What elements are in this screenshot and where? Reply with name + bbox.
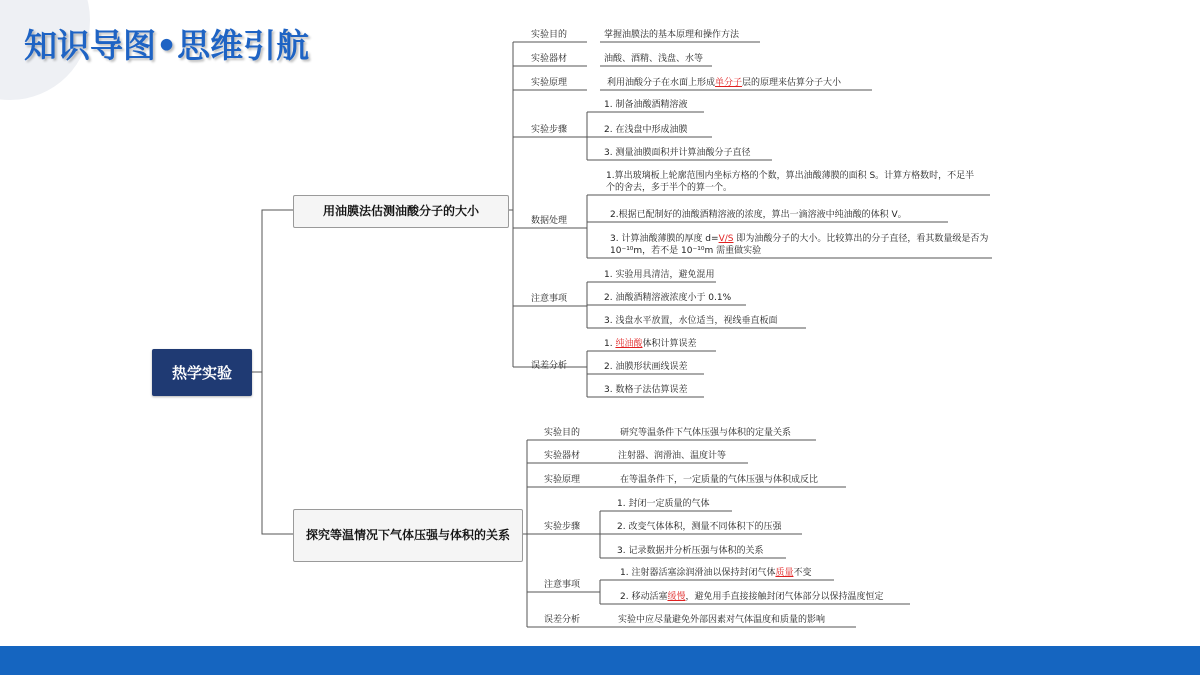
branch-oil-film-experiment: 用油膜法估测油酸分子的大小 xyxy=(293,195,509,228)
b2-principle-label: 实验原理 xyxy=(544,475,581,485)
b1-principle-text: 利用油酸分子在水面上形成单分子层的原理来估算分子大小 xyxy=(607,78,842,88)
slide-title: 知识导图•思维引航 xyxy=(24,26,310,65)
b2-step-2: 2. 改变气体体积，测量不同体积下的压强 xyxy=(617,522,782,532)
b1-error-3: 3. 数格子法估算误差 xyxy=(604,385,688,395)
root-node: 热学实验 xyxy=(152,349,252,396)
b2-note1-highlight: 质量 xyxy=(775,568,794,578)
b2-materials-label: 实验器材 xyxy=(544,451,581,461)
b1-data-item-2: 2.根据已配制好的油酸酒精溶液的浓度，算出一滴溶液中纯油酸的体积 V。 xyxy=(610,210,907,220)
footer-band xyxy=(0,646,1200,675)
b2-note2-highlight: 缓慢 xyxy=(667,592,686,602)
b2-purpose-label: 实验目的 xyxy=(544,428,581,438)
b1-step-1: 1. 制备油酸酒精溶液 xyxy=(604,100,688,110)
b2-errors-label: 误差分析 xyxy=(544,615,581,625)
b1-error-1: 1. 纯油酸体积计算误差 xyxy=(604,339,697,349)
b2-materials-text: 注射器、润滑油、温度计等 xyxy=(618,451,727,461)
b1-materials-text: 油酸、酒精、浅盘、水等 xyxy=(604,54,704,64)
b1-materials-label: 实验器材 xyxy=(531,54,568,64)
b1-principle-highlight: 单分子 xyxy=(715,78,743,88)
b1-principle-label: 实验原理 xyxy=(531,78,568,88)
b1-data-label: 数据处理 xyxy=(531,216,568,226)
b2-note-2: 2. 移动活塞缓慢，避免用手直接接触封闭气体部分以保持温度恒定 xyxy=(620,592,884,602)
b1-purpose-label: 实验目的 xyxy=(531,30,568,40)
b1-note-1: 1. 实验用具清洁，避免混用 xyxy=(604,270,715,280)
b2-principle-text: 在等温条件下，一定质量的气体压强与体积成反比 xyxy=(620,475,819,485)
b1-error-2: 2. 油膜形状画线误差 xyxy=(604,362,688,372)
b2-steps-label: 实验步骤 xyxy=(544,522,581,532)
b1-data-item-1: 1.算出玻璃板上轮廓范围内坐标方格的个数，算出油酸薄膜的面积 S。计算方格数时，不足半个的舍去，多于半个的算一个。 xyxy=(606,171,975,193)
b2-note-1: 1. 注射器活塞涂润滑油以保持封闭气体质量不变 xyxy=(620,568,812,578)
b1-note-3: 3. 浅盘水平放置，水位适当，视线垂直板面 xyxy=(604,316,778,326)
b2-notes-label: 注意事项 xyxy=(544,580,581,590)
b1-formula-highlight: V/S xyxy=(718,234,734,244)
b1-error-highlight: 纯油酸 xyxy=(615,339,643,349)
b2-step-1: 1. 封闭一定质量的气体 xyxy=(617,499,710,509)
b1-step-3: 3. 测量油膜面积并计算油酸分子直径 xyxy=(604,148,751,158)
b1-errors-label: 误差分析 xyxy=(531,361,568,371)
b1-note-2: 2. 油酸酒精溶液浓度小于 0.1% xyxy=(604,293,732,303)
b1-data-item-3: 3. 计算油酸薄膜的厚度 d=V/S 即为油酸分子的大小。比较算出的分子直径，看其数量级是否为 10⁻¹⁰m，若不是 10⁻¹⁰m 需重做实验 xyxy=(610,234,989,256)
b2-purpose-text: 研究等温条件下气体压强与体积的定量关系 xyxy=(620,428,792,438)
b1-step-2: 2. 在浅盘中形成油膜 xyxy=(604,125,688,135)
b1-steps-label: 实验步骤 xyxy=(531,125,568,135)
b1-notes-label: 注意事项 xyxy=(531,294,568,304)
branch-isothermal-gas-experiment: 探究等温情况下气体压强与体积的关系 xyxy=(293,509,523,562)
b2-errors-text: 实验中应尽量避免外部因素对气体温度和质量的影响 xyxy=(618,615,826,625)
b2-step-3: 3. 记录数据并分析压强与体积的关系 xyxy=(617,546,764,556)
b1-purpose-text: 掌握油膜法的基本原理和操作方法 xyxy=(604,30,740,40)
